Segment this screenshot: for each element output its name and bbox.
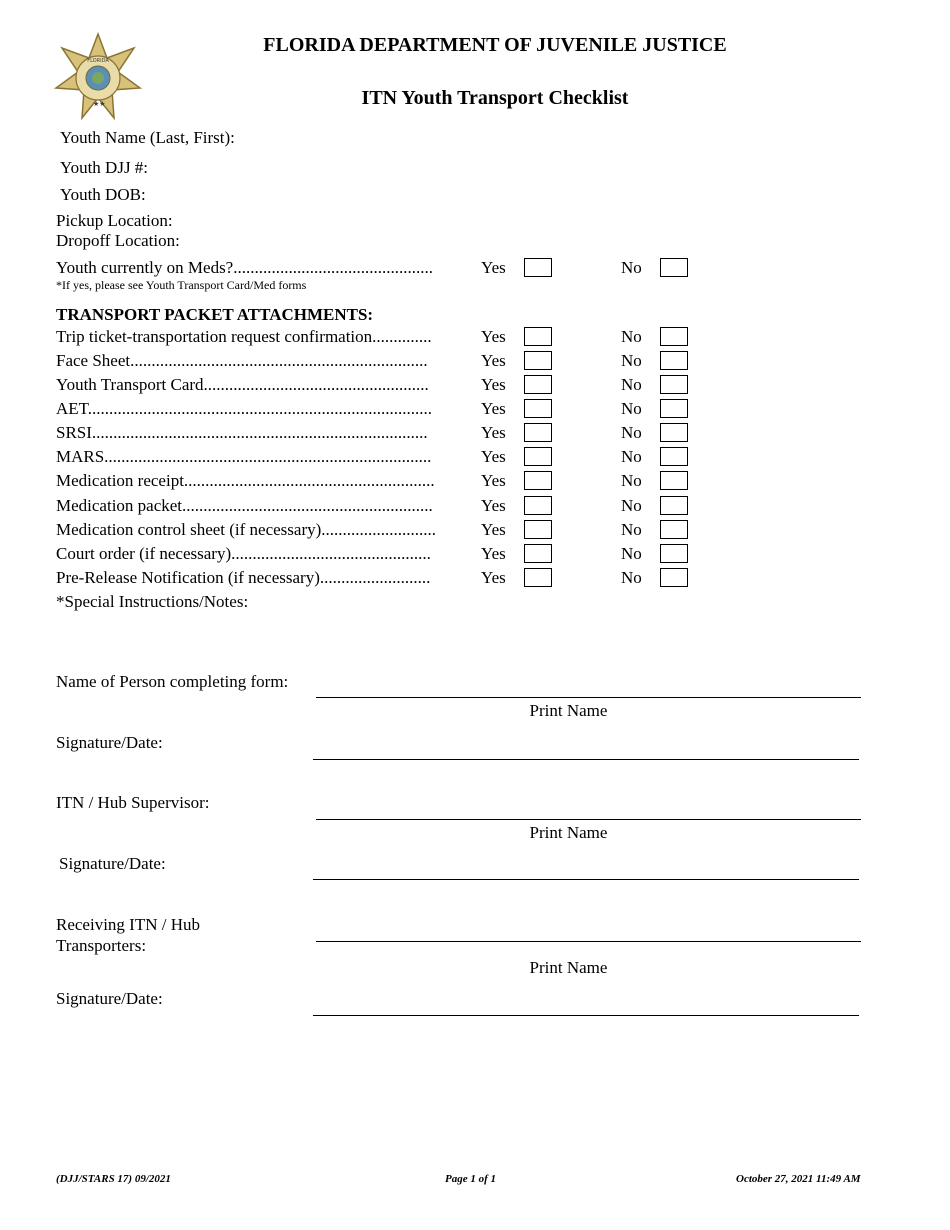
attachment-no-label: No: [621, 447, 642, 466]
meds-label: Youth currently on Meds?...............................................: [56, 258, 433, 277]
youth-djj-label: Youth DJJ #:: [60, 158, 149, 177]
attachment-face-sheet-yes-checkbox[interactable]: [524, 351, 552, 370]
attachment-court-order-yes-checkbox[interactable]: [524, 544, 552, 563]
special-notes-label: *Special Instructions/Notes:: [56, 592, 249, 611]
supervisor-name-line[interactable]: [316, 819, 861, 820]
youth-name-label: Youth Name (Last, First):: [60, 128, 235, 147]
attachment-no-label: No: [621, 496, 642, 515]
footer-date: October 27, 2021 11:49 AM: [736, 1173, 861, 1185]
completer-name-line[interactable]: [316, 697, 861, 698]
attachment-yes-label: Yes: [481, 399, 506, 418]
attachment-medication-control-sheet-no-checkbox[interactable]: [660, 520, 688, 539]
attachment-trip-ticket-yes-checkbox[interactable]: [524, 327, 552, 346]
completer-signature-line[interactable]: [313, 759, 859, 760]
attachment-youth-transport-card-no-checkbox[interactable]: [660, 375, 688, 394]
meds-note: *If yes, please see Youth Transport Card/Med forms: [56, 278, 307, 292]
attachment-srsi-yes-checkbox[interactable]: [524, 423, 552, 442]
attachment-court-order-label: Court order (if necessary)...............................................: [56, 544, 431, 563]
attachment-youth-transport-card-label: Youth Transport Card.....................................................: [56, 375, 429, 394]
attachment-aet-no-checkbox[interactable]: [660, 399, 688, 418]
meds-no-checkbox[interactable]: [660, 258, 688, 277]
attachment-medication-control-sheet-label: Medication control sheet (if necessary)...........................: [56, 520, 437, 539]
attachment-no-label: No: [621, 568, 642, 587]
completer-print-name-caption: Print Name: [529, 701, 608, 720]
attachment-medication-packet-no-checkbox[interactable]: [660, 496, 688, 515]
attachment-yes-label: Yes: [481, 447, 506, 466]
attachment-no-label: No: [621, 423, 642, 442]
attachment-medication-control-sheet-yes-checkbox[interactable]: [524, 520, 552, 539]
receiving-signature-label: Signature/Date:: [56, 989, 163, 1008]
attachment-medication-receipt-no-checkbox[interactable]: [660, 471, 688, 490]
attachment-no-label: No: [621, 471, 642, 490]
attachment-pre-release-notification-no-checkbox[interactable]: [660, 568, 688, 587]
attachment-mars-yes-checkbox[interactable]: [524, 447, 552, 466]
attachment-medication-packet-label: Medication packet...........................................................: [56, 496, 433, 515]
attachment-youth-transport-card-yes-checkbox[interactable]: [524, 375, 552, 394]
pickup-location-label: Pickup Location:: [56, 211, 173, 230]
meds-yes-label: Yes: [481, 258, 506, 277]
attachment-medication-packet-yes-checkbox[interactable]: [524, 496, 552, 515]
completer-name-label: Name of Person completing form:: [56, 672, 289, 691]
attachment-face-sheet-no-checkbox[interactable]: [660, 351, 688, 370]
attachment-aet-label: AET.................................................................................: [56, 399, 433, 418]
supervisor-label: ITN / Hub Supervisor:: [56, 793, 210, 812]
attachment-court-order-no-checkbox[interactable]: [660, 544, 688, 563]
attachment-srsi-no-checkbox[interactable]: [660, 423, 688, 442]
form-title: ITN Youth Transport Checklist: [361, 87, 629, 109]
attachment-yes-label: Yes: [481, 496, 506, 515]
attachment-srsi-label: SRSI...............................................................................: [56, 423, 428, 442]
attachment-trip-ticket-label: Trip ticket-transportation request confirmation..............: [56, 327, 432, 346]
receiving-print-name-caption: Print Name: [529, 958, 608, 977]
footer-form-code: (DJJ/STARS 17) 09/2021: [56, 1173, 171, 1185]
attachment-no-label: No: [621, 399, 642, 418]
seal-text-top: FLORIDA: [87, 58, 109, 64]
receiving-label-line2: Transporters:: [56, 936, 147, 955]
meds-no-label: No: [621, 258, 642, 277]
meds-yes-checkbox[interactable]: [524, 258, 552, 277]
attachment-no-label: No: [621, 375, 642, 394]
attachment-yes-label: Yes: [481, 351, 506, 370]
attachment-mars-label: MARS.............................................................................: [56, 447, 432, 466]
attachment-no-label: No: [621, 544, 642, 563]
agency-title: FLORIDA DEPARTMENT OF JUVENILE JUSTICE: [263, 34, 727, 56]
attachment-yes-label: Yes: [481, 568, 506, 587]
attachments-heading: TRANSPORT PACKET ATTACHMENTS:: [56, 305, 374, 324]
attachment-no-label: No: [621, 520, 642, 539]
supervisor-signature-line[interactable]: [313, 879, 859, 880]
attachment-yes-label: Yes: [481, 544, 506, 563]
attachment-medication-receipt-label: Medication receipt...........................................................: [56, 471, 435, 490]
attachment-aet-yes-checkbox[interactable]: [524, 399, 552, 418]
attachment-trip-ticket-no-checkbox[interactable]: [660, 327, 688, 346]
attachment-pre-release-notification-label: Pre-Release Notification (if necessary)..........................: [56, 568, 431, 587]
supervisor-signature-label: Signature/Date:: [59, 854, 166, 873]
supervisor-print-name-caption: Print Name: [529, 823, 608, 842]
attachment-yes-label: Yes: [481, 423, 506, 442]
attachment-yes-label: Yes: [481, 375, 506, 394]
attachment-yes-label: Yes: [481, 520, 506, 539]
receiving-label-line1: Receiving ITN / Hub: [56, 915, 200, 934]
attachment-face-sheet-label: Face Sheet......................................................................: [56, 351, 428, 370]
attachment-yes-label: Yes: [481, 471, 506, 490]
receiving-signature-line[interactable]: [313, 1015, 859, 1016]
footer-page-number: Page 1 of 1: [445, 1173, 497, 1185]
dropoff-location-label: Dropoff Location:: [56, 231, 180, 250]
attachment-medication-receipt-yes-checkbox[interactable]: [524, 471, 552, 490]
attachment-no-label: No: [621, 327, 642, 346]
attachment-no-label: No: [621, 351, 642, 370]
completer-signature-label: Signature/Date:: [56, 733, 163, 752]
svg-text:★★: ★★: [93, 100, 106, 108]
attachment-yes-label: Yes: [481, 327, 506, 346]
attachment-pre-release-notification-yes-checkbox[interactable]: [524, 568, 552, 587]
attachment-mars-no-checkbox[interactable]: [660, 447, 688, 466]
receiving-name-line[interactable]: [316, 941, 861, 942]
youth-dob-label: Youth DOB:: [60, 185, 146, 204]
